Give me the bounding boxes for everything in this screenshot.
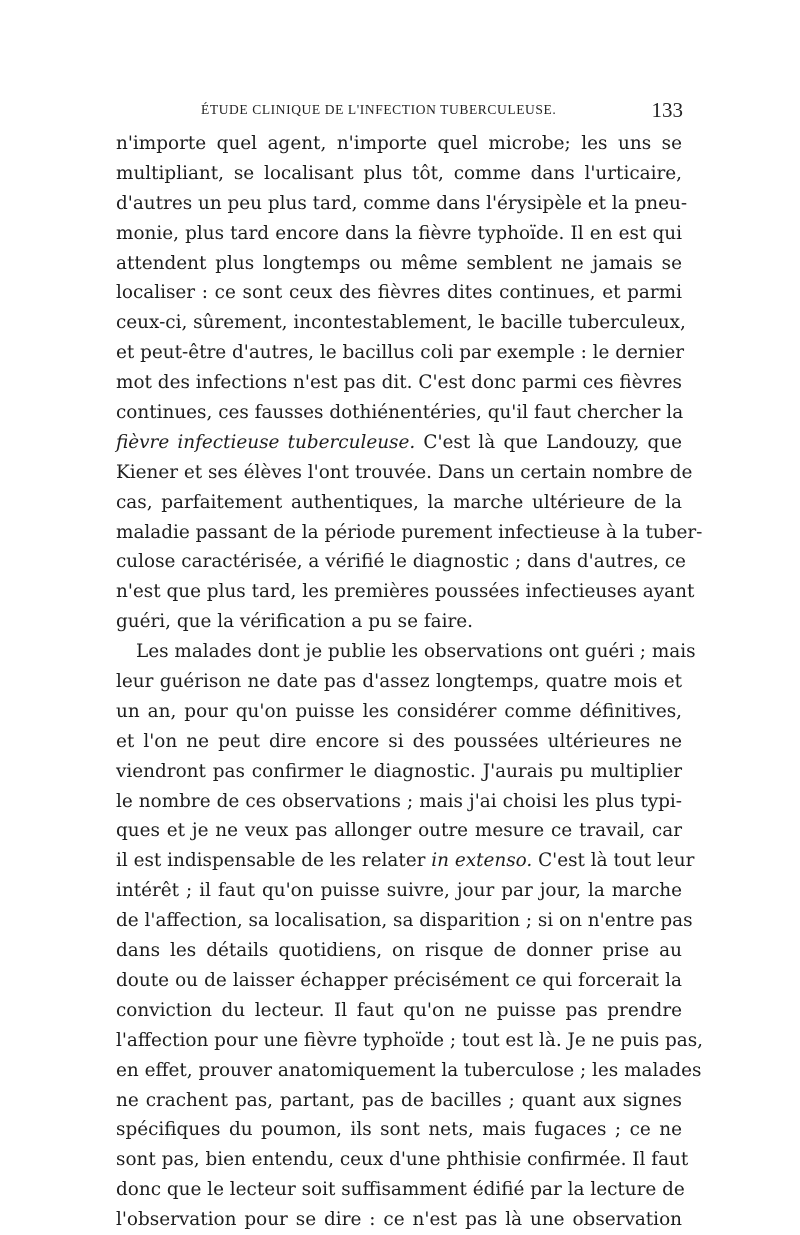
text-line: viendront pas confirmer le diagnostic. J'aurais pu multiplier — [116, 760, 682, 782]
text-span: il est indispensable de les relater — [116, 850, 432, 872]
text-line: multipliant, se localisant plus tôt, comme dans l'urticaire, — [116, 162, 682, 184]
text-line: continues, ces fausses dothiénentéries, qu'il faut chercher la — [116, 402, 684, 424]
text-line: l'affection pour une fièvre typhoïde ; tout est là. Je ne puis pas, — [116, 1029, 704, 1051]
text-line: en effet, prouver anatomiquement la tuberculose ; les malades — [116, 1059, 702, 1081]
text-line: Kiener et ses élèves l'ont trouvée. Dans un certain nombre de — [116, 461, 693, 483]
italic-phrase: fièvre infectieuse tuberculeuse. — [116, 431, 416, 453]
paragraph-start-line: Les malades dont je publie les observations ont guéri ; mais — [136, 641, 696, 663]
text-line: le nombre de ces observations ; mais j'ai choisi les plus typi- — [116, 790, 682, 812]
body-text — [116, 129, 704, 1235]
text-line: leur guérison ne date pas d'assez longtemps, quatre mois et — [116, 671, 682, 693]
text-line: sont pas, bien entendu, ceux d'une phthisie confirmée. Il faut — [116, 1149, 689, 1171]
running-title: ÉTUDE CLINIQUE DE L'INFECTION TUBERCULEUSE. — [201, 102, 557, 117]
text-line: ne crachent pas, partant, pas de bacilles ; quant aux signes — [116, 1089, 682, 1111]
text-line: attendent plus longtemps ou même semblent ne jamais se — [116, 252, 682, 274]
text-line: dans les détails quotidiens, on risque de donner prise au — [116, 940, 682, 962]
text-line: donc que le lecteur soit suffisamment édifié par la lecture de — [116, 1179, 685, 1201]
text-line: n'importe quel agent, n'importe quel microbe; les uns se — [116, 133, 682, 154]
text-line: maladie passant de la période purement infectieuse à la tuber- — [116, 521, 703, 543]
text-line: mot des infections n'est pas dit. C'est donc parmi ces fièvres — [116, 372, 682, 394]
text-line: de l'affection, sa localisation, sa disparition ; si on n'entre pas — [116, 910, 693, 932]
page-header — [117, 98, 683, 126]
text-line: et peut-être d'autres, le bacillus coli par exemple : le dernier — [116, 342, 685, 364]
page-number: 133 — [651, 98, 683, 122]
text-line: et l'on ne peut dire encore si des poussées ultérieures ne — [116, 730, 682, 752]
text-line: guéri, que la vérification a pu se faire. — [116, 611, 474, 633]
text-line: ques et je ne veux pas allonger outre mesure ce travail, car — [116, 820, 682, 842]
text-line: culose caractérisée, a vérifié le diagnostic ; dans d'autres, ce — [116, 551, 686, 573]
text-line: conviction du lecteur. Il faut qu'on ne puisse pas prendre — [116, 999, 682, 1021]
text-line: monie, plus tard encore dans la fièvre typhoïde. Il en est qui — [116, 222, 682, 244]
text-line — [116, 428, 682, 458]
text-line: d'autres un peu plus tard, comme dans l'érysipèle et la pneu- — [116, 192, 688, 214]
text-line — [116, 846, 695, 876]
text-line: n'est que plus tard, les premières poussées infectieuses ayant — [116, 581, 695, 603]
text-span: C'est là que Landouzy, que — [415, 431, 682, 453]
text-line: l'observation pour se dire : ce n'est pas là une observation — [116, 1209, 682, 1231]
text-line: intérêt ; il faut qu'on puisse suivre, jour par jour, la marche — [116, 880, 682, 902]
italic-phrase: in extenso. — [431, 850, 533, 872]
text-line: doute ou de laisser échapper précisément ce qui forcerait la — [116, 969, 682, 991]
text-line: ceux-ci, sûrement, incontestablement, le bacille tuberculeux, — [116, 312, 686, 334]
text-line: spécifiques du poumon, ils sont nets, mais fugaces ; ce ne — [116, 1119, 682, 1141]
text-span: C'est là tout leur — [532, 850, 695, 872]
text-line: cas, parfaitement authentiques, la marche ultérieure de la — [116, 491, 682, 513]
text-line: localiser : ce sont ceux des fièvres dites continues, et parmi — [116, 282, 682, 304]
text-line: un an, pour qu'on puisse les considérer comme définitives, — [116, 700, 682, 722]
